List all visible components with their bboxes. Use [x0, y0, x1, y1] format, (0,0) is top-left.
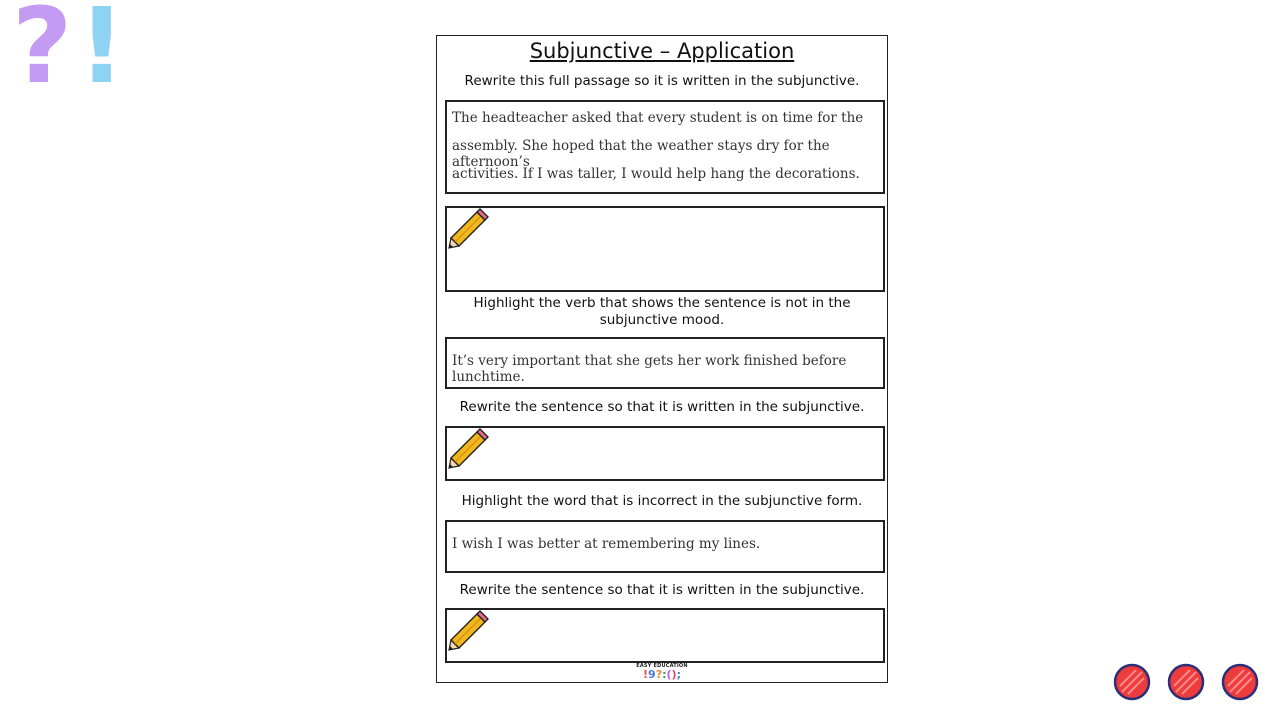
difficulty-dot-icon — [1220, 662, 1260, 702]
worksheet-title: Subjunctive – Application — [529, 39, 795, 63]
q1-passage-line: The headteacher asked that every student is on time for the — [452, 110, 864, 126]
logo-punctuation-marks: !9?:(); — [643, 668, 681, 681]
q4-sentence[interactable]: I wish I was better at remembering my lines. — [452, 536, 761, 552]
q3-answer-box[interactable] — [445, 426, 885, 481]
q2-sentence[interactable]: It’s very important that she gets her work finished before lunchtime. — [452, 353, 847, 385]
q4-sentence-box — [445, 520, 885, 573]
q4-instruction: Highlight the word that is incorrect in the subjunctive form. — [461, 493, 863, 509]
pencil-icon — [447, 428, 489, 470]
decorative-exclamation-mark: ! — [78, 0, 126, 107]
q1-passage-line: activities. If I was taller, I would help hang the decorations. — [452, 166, 860, 182]
difficulty-dots — [1110, 662, 1270, 706]
q1-answer-box[interactable] — [445, 206, 885, 292]
pencil-icon — [447, 610, 489, 652]
q2-instruction: Highlight the verb that shows the sentence is not in the subjunctive mood. — [473, 295, 851, 328]
difficulty-dot-icon — [1112, 662, 1152, 702]
q1-instruction: Rewrite this full passage so it is written in the subjunctive. — [464, 73, 860, 89]
q5-instruction: Rewrite the sentence so that it is written in the subjunctive. — [459, 582, 865, 598]
decorative-question-mark: ? — [12, 0, 73, 107]
pencil-icon — [447, 208, 489, 250]
q1-passage-line: assembly. She hoped that the weather stays dry for the afternoon’s — [452, 138, 830, 170]
q1-passage-box — [445, 100, 885, 194]
q2-sentence-box — [445, 337, 885, 389]
q5-answer-box[interactable] — [445, 608, 885, 663]
difficulty-dot-icon — [1166, 662, 1206, 702]
easy-education-logo — [437, 663, 887, 681]
logo-brand-text: EASY EDUCATION — [636, 663, 688, 669]
q3-instruction: Rewrite the sentence so that it is written in the subjunctive. — [459, 399, 865, 415]
worksheet — [436, 35, 888, 683]
